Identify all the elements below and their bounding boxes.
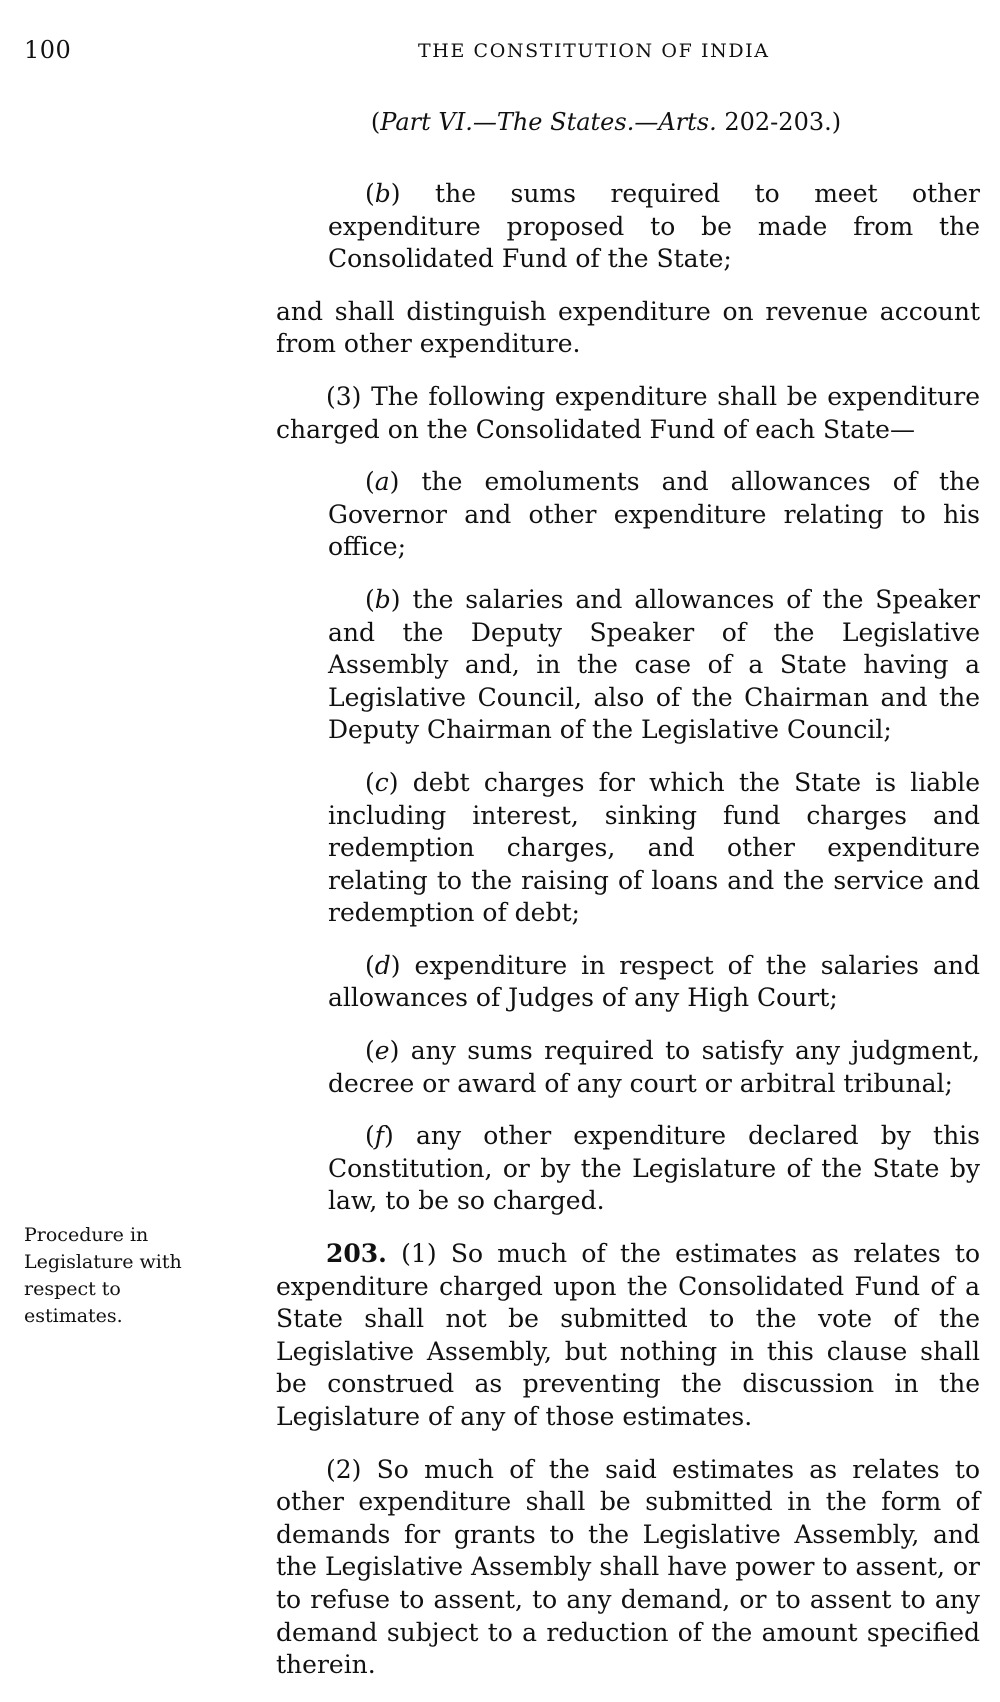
margin-note-line: respect to <box>24 1278 121 1300</box>
clause-text: the salaries and allowances of the Speaker and the Deputy Speaker of the Legislative Assembly and, in the case of a State having a Legislative Council, also of the Chairman and the Deputy Chairman of the Legislative Council; <box>328 584 980 745</box>
clause-letter: d <box>374 950 391 980</box>
clause-3b: (b) the salaries and allowances of the Speaker and the Deputy Speaker of the Legislative Assembly and, in the case of a State having a Legislative Council, also of the Chairman and the Deputy Chairman of the Legislative Council; <box>328 584 980 745</box>
clause-3e: (e) any sums required to satisfy any judgment, decree or award of any court or arbitral tribunal; <box>328 1036 980 1098</box>
article-203-clause-2: (2) So much of the said estimates as relates to other expenditure shall be submitted in the form of demands for grants to the Legislative Assembly, and the Legislative Assembly shall have power to assent, or to refuse to assent, to any demand, or to assent to any demand subject to a reduction of the amount specified therein. <box>276 1454 980 1680</box>
part-label: Part VI. <box>380 108 473 136</box>
article-number: 203. <box>326 1239 387 1269</box>
clause-text: any other expenditure declared by this Constitution, or by the Legislature of the State by law, to be so charged. <box>328 1121 980 1216</box>
clause-3a: (a) the emoluments and allowances of the Governor and other expenditure relating to his office; <box>328 467 980 562</box>
margin-note-line: estimates. <box>24 1305 123 1327</box>
arts-range: 202-203. <box>724 108 832 136</box>
clause-2b: (b) the sums required to meet other expenditure proposed to be made from the Consolidated Fund of the State; <box>328 179 980 274</box>
clause-3d: (d) expenditure in respect of the salaries and allowances of Judges of any High Court; <box>328 950 980 1013</box>
clause-letter: c <box>374 767 389 797</box>
part-heading: (Part VI.—The States.—Arts. 202-203.) <box>370 108 842 136</box>
clause-text: the sums required to meet other expenditure proposed to be made from the Consolidated Fund of the State; <box>328 179 980 274</box>
margin-note-line: Legislature with <box>24 1251 182 1273</box>
states-label: The States. <box>496 108 635 136</box>
clause-letter: b <box>374 584 391 614</box>
running-head: THE CONSTITUTION OF INDIA <box>418 40 770 62</box>
distinguish-paragraph: and shall distinguish expenditure on revenue account from other expenditure. <box>276 296 980 359</box>
clause-letter: f <box>374 1121 385 1151</box>
margin-note-line: Procedure in <box>24 1224 149 1246</box>
clause-letter: e <box>374 1036 390 1066</box>
clause-letter: b <box>374 179 391 208</box>
clause-text: debt charges for which the State is liable including interest, sinking fund charges and redemption charges, and other expenditure relating to the raising of loans and the service and redemption of debt; <box>328 767 980 928</box>
body-text <box>276 178 980 1702</box>
clause-text: expenditure in respect of the salaries and allowances of Judges of any High Court; <box>328 950 980 1013</box>
clause-letter: a <box>374 467 390 497</box>
article-203-clause-1-text: (1) So much of the estimates as relates to expenditure charged upon the Consolidated Fund of a State shall not be submitted to the vote of the Legislative Assembly, but nothing in this clause shall be construed as preventing the discussion in the Legislature of any of those estimates. <box>276 1239 981 1431</box>
clause-3c: (c) debt charges for which the State is liable including interest, sinking fund charges and redemption charges, and other expenditure relating to the raising of loans and the service and redemption of debt; <box>328 767 980 928</box>
clause-text: the emoluments and allowances of the Governor and other expenditure relating to his office; <box>328 467 980 562</box>
clause-text: any sums required to satisfy any judgment, decree or award of any court or arbitral tribunal; <box>328 1036 980 1098</box>
article-203-clause-1 <box>276 1238 980 1434</box>
clause-3f: (f) any other expenditure declared by this Constitution, or by the Legislature of the State by law, to be so charged. <box>328 1121 980 1216</box>
margin-note <box>24 1222 214 1330</box>
page-number: 100 <box>24 36 72 64</box>
arts-label: Arts. <box>658 108 717 136</box>
clause-3-intro: (3) The following expenditure shall be expenditure charged on the Consolidated Fund of each State— <box>276 381 980 444</box>
